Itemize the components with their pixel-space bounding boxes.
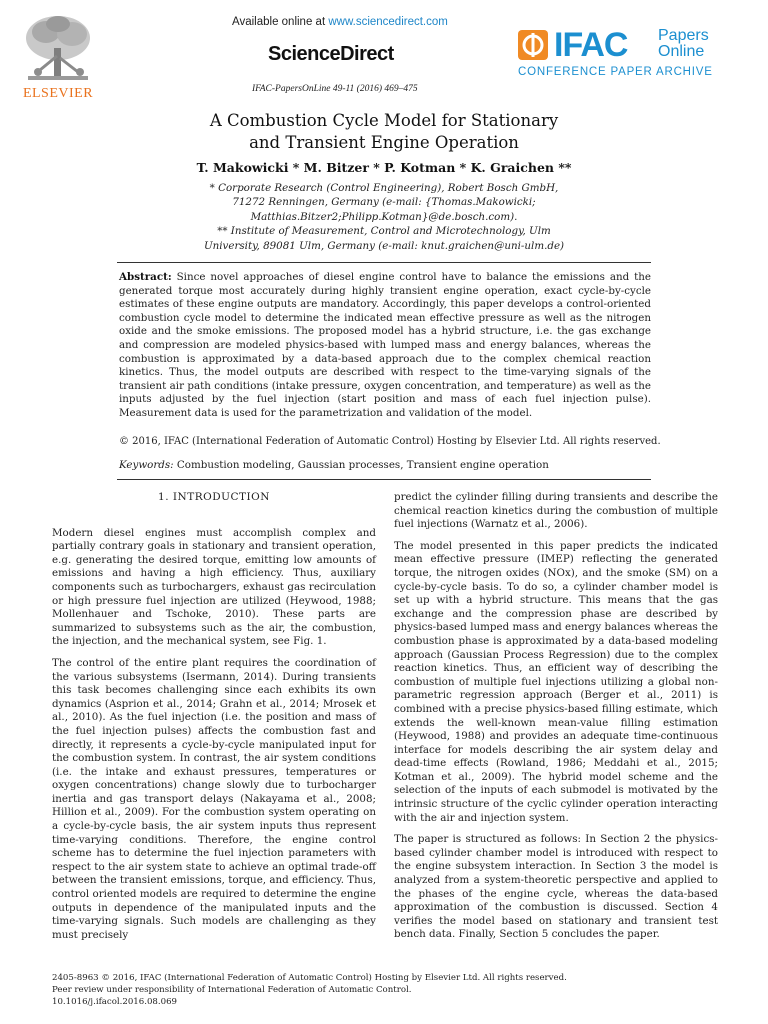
abstract (119, 271, 651, 421)
elsevier-logo (18, 12, 128, 102)
abstract-text: Since novel approaches of diesel engine control have to balance the emissions and the generated torque most accurately during highly transient engine operation, exact cycle-by-cycle estimates of these engine outputs are mandatory. Accordingly, this paper develops a control-oriented combustion cycle model to determine the indicated mean effective pressure as well as the nitrogen oxide and the smoke emissions. The proposed model has a hybrid structure, i.e. the gas exchange and compression are modeled physics-based with lumped mass and energy balances, whereas the combustion is approximated by a data-based approach due to the complex chemical reaction kinetics. Thus, the model outputs are described with respect to the time-varying signals of the transient air path conditions (intake pressure, oxygen concentration, and temperature) as well as the inputs adjusted by the fuel injection (start position and mass of each fuel injection pulse). Measurement data is used for the parametrization and validation of the model. (119, 271, 651, 419)
abstract-top-rule (117, 262, 651, 263)
ifac-archive-tagline: CONFERENCE PAPER ARCHIVE (518, 66, 713, 78)
section-heading-introduction: 1. INTRODUCTION (158, 491, 270, 503)
body-paragraph: predict the cylinder filling during transients and describe the chemical reaction kinetics during the combustion of multiple fuel injections (Warnatz et al., 2006). (394, 491, 718, 531)
footnote (52, 973, 712, 1008)
body-paragraph: The model presented in this paper predicts the indicated mean effective pressure (IMEP) reflecting the generated torque, the nitrogen oxides (NOx), and the smoke (SM) on a cycle-by-cycle basis. To do so, a cylinder chamber model is set up with a hybrid structure. This means that the gas exchange and the compression phase are described by physics-based lumped mass and energy balances whereas the combustion phase is approximated by a data-based modeling approach (Gaussian Process Regression) due to the complex reaction kinetics. Thus, an efficient way of describing the combustion of multiple fuel injections utilizing a global non-parametric regression approach (Berger et al., 2011) is combined with a precise physics-based filling estimate, which extends the well-known mean-value filling estimation (Heywood, 1988) and provides an adequate time-continuous interface for models describing the air system delay and dead-time effects (Rowland, 1986; Meddahi et al., 2015; Kotman et al., 2009). The hybrid model scheme and the selection of the inputs of each submodel is motivated by the intrinsic structure of the cyclic cylinder operation interacting with the air and injection system. (394, 539, 718, 824)
affiliation-line: Matthias.Bitzer2;Philipp.Kotman}@de.bosch.com). (250, 210, 518, 223)
ifac-papers-online (658, 28, 709, 60)
affiliation-line: University, 89081 Ulm, Germany (e-mail: knut.graichen@uni-ulm.de) (203, 239, 565, 252)
affiliation-line: 71272 Renningen, Germany (e-mail: {Thomas.Makowicki; (232, 196, 536, 209)
body-paragraph: The control of the entire plant requires the coordination of the various subsystems (Isermann, 2014). During transients this task becomes challenging since each exhibits its own dynamics (Asprion et al., 2014; Grahn et al., 2014; Mrosek et al., 2010). As the fuel injection (i.e. the position and mass of the fuel injection pulses) affects the combustion fast and directly, it represents a cycle-by-cycle manipulated input for the combustion system. In contrast, the air system conditions (i.e. the intake and exhaust pressures, temperatures or oxygen concentrations) change slowly due to turbocharger inertia and gas transport delays (Nakayama et al., 2008; Hillion et al., 2009). For the combustion system operating on a cycle-by-cycle basis, the air system inputs thus represent time-varying conditions. Therefore, the engine control scheme has to determine the fuel injection parameters with respect to the air system state to achieve an optimal trade-off between the transient emissions, torque, and efficiency. Thus, control oriented models are required to determine the engine outputs in dependence of the manipulated inputs and the time-varying signals. Such models are challenging as they must precisely (52, 656, 376, 941)
elsevier-tree-icon (18, 12, 98, 84)
keywords-text: Combustion modeling, Gaussian processes, Transient engine operation (176, 459, 549, 471)
affiliation-line: ** Institute of Measurement, Control and Microtechnology, Ulm (217, 225, 551, 238)
footnote-line: 10.1016/j.ifacol.2016.08.069 (52, 996, 178, 1007)
available-online-line (232, 16, 448, 28)
author-list: T. Makowicki * M. Bitzer * P. Kotman * K. Graichen ** (196, 160, 572, 175)
ifac-wordmark: IFAC (554, 26, 628, 64)
sciencedirect-link[interactable]: www.sciencedirect.com (328, 16, 448, 28)
abstract-label: Abstract: (119, 271, 172, 283)
title-line-1: A Combustion Cycle Model for Stationary (209, 111, 559, 130)
journal-citation: IFAC-PapersOnLine 49-11 (2016) 469–475 (252, 84, 418, 94)
affiliations (0, 181, 768, 253)
right-column (394, 491, 718, 950)
title-line-2: and Transient Engine Operation (249, 133, 519, 152)
footnote-line: 2405-8963 © 2016, IFAC (International Federation of Automatic Control) Hosting by Elsevier Ltd. All rights reserved. (52, 973, 567, 983)
left-column (52, 491, 376, 950)
abstract-bottom-rule (117, 479, 651, 480)
body-paragraph: The paper is structured as follows: In Section 2 the physics-based cylinder chamber model is introduced with respect to the engine subsystem interaction. In Section 3 the model is analyzed from a system-theoretic perspective and applied to the phases of the engine cycle, whereas the data-based approximation of the combustion is discussed. Section 4 verifies the model based on stationary and transient test bench data. Finally, Section 5 concludes the paper. (394, 833, 718, 941)
paper-title (0, 110, 768, 154)
affiliation-line: * Corporate Research (Control Engineering), Robert Bosch GmbH, (209, 182, 559, 194)
sciencedirect-title: ScienceDirect (268, 43, 394, 65)
ifac-papers-word: Papers (658, 27, 709, 44)
keywords-line (119, 459, 659, 471)
footnote-line: Peer review under responsibility of International Federation of Automatic Control. (52, 984, 412, 995)
keywords-label: Keywords: (119, 459, 174, 471)
ifac-logo (518, 26, 738, 86)
ifac-online-word: Online (658, 43, 705, 60)
ifac-mark-icon (518, 30, 548, 60)
copyright-line: © 2016, IFAC (International Federation of Automatic Control) Hosting by Elsevier Ltd. All rights reserved. (119, 436, 661, 447)
available-prefix: Available online at (232, 16, 329, 28)
elsevier-wordmark: ELSEVIER (22, 86, 94, 101)
body-paragraph: Modern diesel engines must accomplish complex and partially contrary goals in stationary and transient operation, e.g. generating the desired torque, emitting low amounts of emissions and having a high efficiency. Thus, auxiliary components such as turbochargers, exhaust gas recirculation or high pressure fuel injection are utilized (Heywood, 1988; Mollenhauer and Tschoke, 2010). These parts are summarized to subsystems such as the air, the combustion, the injection, and the mechanical system, see Fig. 1. (52, 526, 376, 648)
